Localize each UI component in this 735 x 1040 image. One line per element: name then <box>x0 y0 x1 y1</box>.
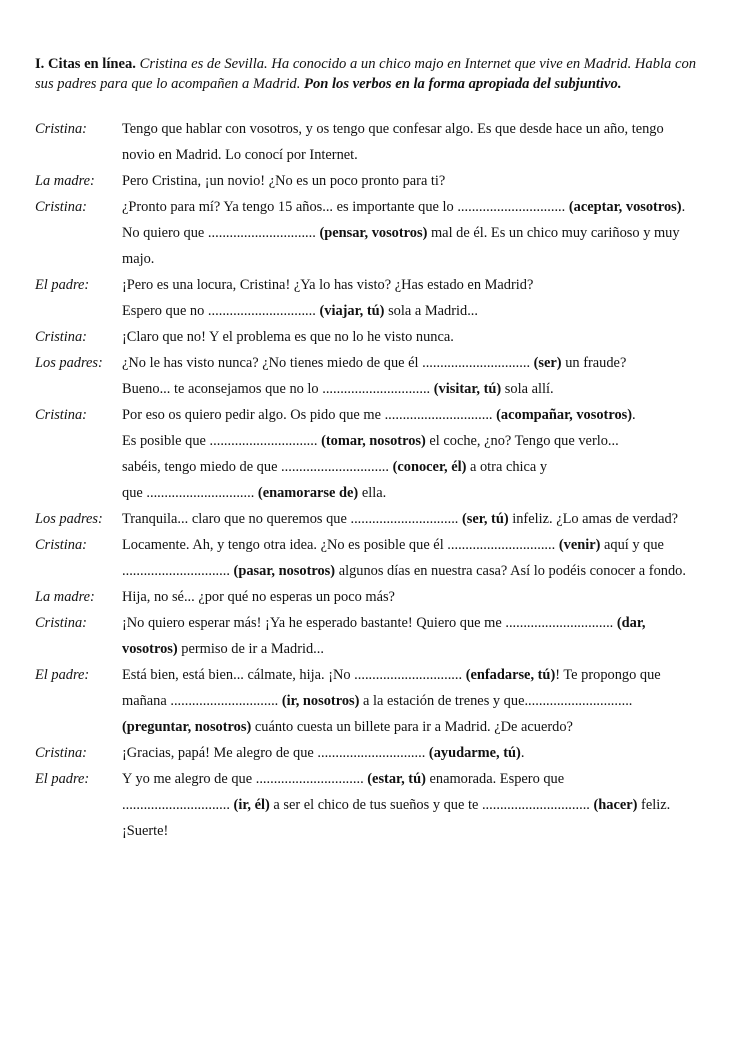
speech-fragment: . <box>632 407 636 423</box>
dialogue-turn <box>35 584 695 610</box>
speech-fragment: aquí y que .............................. <box>122 537 664 579</box>
speech-fragment: sabéis, tengo miedo de que .............................. <box>122 459 393 475</box>
dialogue-turn <box>35 740 695 766</box>
verb-prompt: (pensar, vosotros) <box>319 225 428 241</box>
speech-fragment: ¡Claro que no! Y el problema es que no lo he visto nunca. <box>122 329 454 345</box>
speaker-label: Cristina: <box>35 537 87 553</box>
speech-fragment: infeliz. ¿Lo amas de verdad? <box>508 511 679 527</box>
speech-text <box>122 194 695 272</box>
exercise-instruction: Pon los verbos en la forma apropiada del subjuntivo. <box>304 76 622 92</box>
verb-prompt: (preguntar, nosotros) <box>122 719 252 735</box>
speech-fragment: . No quiero que .............................. <box>122 199 686 241</box>
speaker-label: Cristina: <box>35 407 87 423</box>
speech-fragment: Hija, no sé... ¿por qué no esperas un poco más? <box>122 589 395 605</box>
dialogue-turn <box>35 272 695 324</box>
speech-text <box>122 506 695 532</box>
speaker-label: El padre: <box>35 277 90 293</box>
speech-fragment: el coche, ¿no? Tengo que verlo... <box>425 433 619 449</box>
speech-text <box>122 116 695 168</box>
verb-prompt: (acompañar, vosotros) <box>496 407 633 423</box>
verb-prompt: (tomar, nosotros) <box>321 433 426 449</box>
speech-fragment: ¡No quiero esperar más! ¡Ya he esperado bastante! Quiero que me .............................. <box>122 615 617 631</box>
speech-fragment: ! Te propongo que mañana .............................. <box>122 667 661 709</box>
speech-text <box>122 402 695 506</box>
speech-text <box>122 610 695 662</box>
speech-fragment: Locamente. Ah, y tengo otra idea. ¿No es posible que él .............................. <box>122 537 559 553</box>
verb-prompt: (ayudarme, tú) <box>428 745 521 761</box>
verb-prompt: (viajar, tú) <box>319 303 385 319</box>
dialogue <box>35 116 695 844</box>
verb-prompt: (pasar, nosotros) <box>233 563 336 579</box>
verb-prompt: (estar, tú) <box>367 771 426 787</box>
dialogue-turn <box>35 402 695 506</box>
speech-fragment: . <box>520 745 525 761</box>
speech-fragment: permiso de ir a Madrid... <box>177 641 324 657</box>
speech-fragment: Pero Cristina, ¡un novio! ¿No es un poco pronto para ti? <box>122 173 446 189</box>
speech-fragment: enamorada. Espero que <box>425 771 565 787</box>
speech-text <box>122 584 695 610</box>
speech-fragment: Está bien, está bien... cálmate, hija. ¡No .............................. <box>122 667 466 683</box>
exercise-number: I. <box>35 56 45 72</box>
speech-fragment: mal de él. Es un chico muy cariñoso y muy majo. <box>122 225 680 267</box>
speech-text <box>122 324 695 350</box>
speech-fragment: Bueno... te aconsejamos que no lo .............................. <box>122 381 434 397</box>
dialogue-turn <box>35 194 695 272</box>
speech-fragment: Es posible que .............................. <box>122 433 322 449</box>
dialogue-turn <box>35 662 695 740</box>
dialogue-turn <box>35 532 695 584</box>
speech-fragment: que .............................. <box>122 485 258 501</box>
dialogue-turn <box>35 324 695 350</box>
verb-prompt: (enamorarse de) <box>257 485 359 501</box>
exercise-heading <box>35 54 700 94</box>
speaker-label: El padre: <box>35 771 90 787</box>
verb-prompt: (hacer) <box>593 797 638 813</box>
speech-fragment: Tengo que hablar con vosotros, y os tengo que confesar algo. Es que desde hace un año, tengo novio en Madrid. Lo conocí por Internet. <box>122 121 664 163</box>
speech-fragment: cuánto cuesta un billete para ir a Madrid. ¿De acuerdo? <box>251 719 573 735</box>
speech-text <box>122 740 695 766</box>
speaker-label: Cristina: <box>35 121 87 137</box>
speech-text <box>122 350 695 402</box>
verb-prompt: (ir, nosotros) <box>281 693 360 709</box>
verb-prompt: (ir, él) <box>233 797 270 813</box>
speech-fragment: ¡Gracias, papá! Me alegro de que .............................. <box>122 745 429 761</box>
speaker-label: Cristina: <box>35 615 87 631</box>
speech-fragment: ¿Pronto para mí? Ya tengo 15 años... es importante que lo .............................. <box>122 199 569 215</box>
speaker-label: La madre: <box>35 173 95 189</box>
speech-text <box>122 272 695 324</box>
dialogue-turn <box>35 610 695 662</box>
exercise-title: Citas en línea. <box>47 56 136 72</box>
speech-fragment: .............................. <box>122 797 234 813</box>
speech-fragment: sola a Madrid... <box>384 303 479 319</box>
speaker-label: Cristina: <box>35 199 87 215</box>
speech-fragment: feliz. ¡Suerte! <box>122 797 671 839</box>
verb-prompt: (conocer, él) <box>392 459 467 475</box>
dialogue-turn <box>35 766 695 844</box>
speech-fragment: a la estación de trenes y que.............................. <box>359 693 633 709</box>
dialogue-turn <box>35 116 695 168</box>
dialogue-turn <box>35 350 695 402</box>
speech-fragment: algunos días en nuestra casa? Así lo podéis conocer a fondo. <box>335 563 686 579</box>
speech-fragment: Y yo me alegro de que .............................. <box>122 771 368 787</box>
speech-text <box>122 532 695 584</box>
speaker-label: Los padres: <box>35 511 103 527</box>
speech-fragment: Por eso os quiero pedir algo. Os pido que me .............................. <box>122 407 497 423</box>
verb-prompt: (enfadarse, tú) <box>465 667 556 683</box>
speech-fragment: ella. <box>358 485 387 501</box>
speaker-label: Los padres: <box>35 355 103 371</box>
speech-fragment: a ser el chico de tus sueños y que te .............................. <box>269 797 594 813</box>
verb-prompt: (dar, vosotros) <box>122 615 646 657</box>
speech-fragment: sola allí. <box>501 381 554 397</box>
speech-text <box>122 766 695 844</box>
speech-fragment: Espero que no .............................. <box>122 303 320 319</box>
speech-fragment: un fraude? <box>561 355 627 371</box>
verb-prompt: (ser) <box>533 355 562 371</box>
speech-fragment: ¡Pero es una locura, Cristina! ¿Ya lo has visto? ¿Has estado en Madrid? <box>122 277 534 293</box>
exercise-context: Cristina es de Sevilla. Ha conocido a un chico majo en Internet que vive en Madrid. Habla con sus padres para que lo acompañen a Madrid. <box>35 56 697 92</box>
verb-prompt: (aceptar, vosotros) <box>568 199 682 215</box>
speech-text <box>122 662 695 740</box>
speech-text <box>122 168 695 194</box>
speech-fragment: ¿No le has visto nunca? ¿No tienes miedo de que él .............................. <box>122 355 534 371</box>
speaker-label: Cristina: <box>35 329 87 345</box>
dialogue-turn <box>35 168 695 194</box>
speech-fragment: Tranquila... claro que no queremos que .............................. <box>122 511 462 527</box>
verb-prompt: (visitar, tú) <box>433 381 502 397</box>
verb-prompt: (venir) <box>558 537 601 553</box>
speaker-label: Cristina: <box>35 745 87 761</box>
speaker-label: El padre: <box>35 667 90 683</box>
dialogue-turn <box>35 506 695 532</box>
verb-prompt: (ser, tú) <box>462 511 509 527</box>
speech-fragment: a otra chica y <box>466 459 548 475</box>
speaker-label: La madre: <box>35 589 95 605</box>
